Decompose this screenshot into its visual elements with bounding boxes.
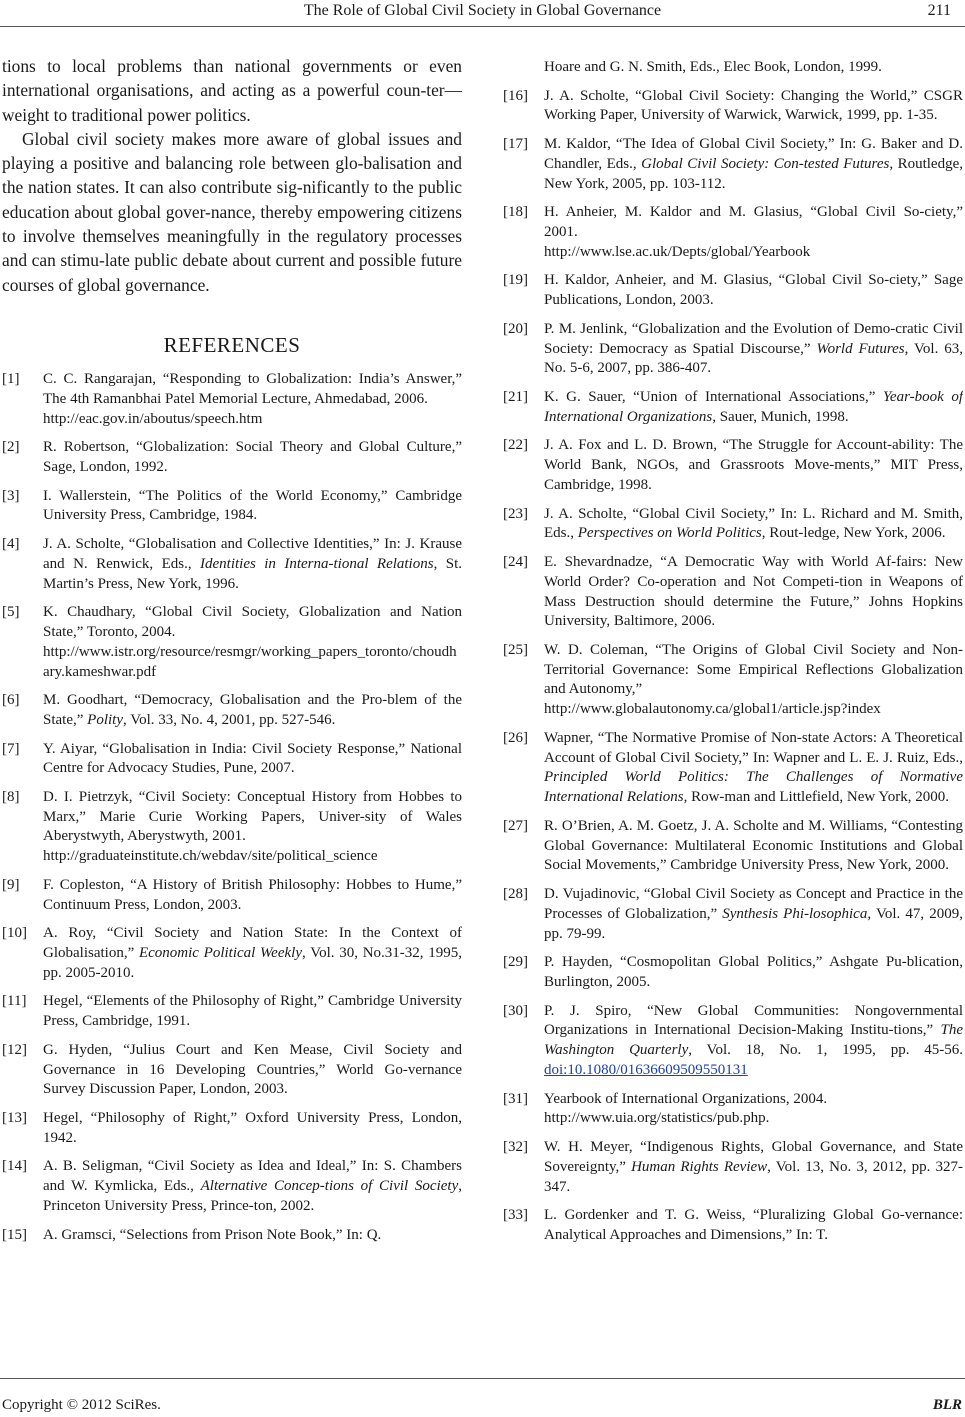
reference-number: [5] — [2, 604, 20, 621]
reference-item — [503, 885, 963, 944]
reference-text-segment: I. Wallerstein, “The Politics of the World Economy,” Cambridge University Press, Cambridge, 1984. — [43, 487, 462, 524]
reference-text-segment: J. A. Scholte, “Global Civil Society: Changing the World,” CSGR Working Paper, University of Warwick, Warwick, 1999, pp. 1-35. — [544, 87, 963, 124]
reference-text-segment: P. M. Jenlink, “Globalization and the Evolution of Demo-cratic Civil Society: Democracy as Spatial Discourse,” — [544, 320, 963, 357]
reference-text — [544, 271, 963, 311]
reference-number: [12] — [2, 1041, 27, 1058]
reference-text-segment: D. I. Pietrzyk, “Civil Society: Conceptual History from Hobbes to Marx,” Marie Curie Working Papers, Univer-sity of Wales Aberystwyth, Aberystwyth, 2001. — [43, 788, 462, 845]
reference-text-segment: , Vol. 63, No. 5-6, 2007, pp. 386-407. — [544, 340, 963, 377]
reference-item — [503, 203, 963, 262]
reference-doi-link[interactable]: doi:10.1080/01636609509550131 — [544, 1062, 748, 1079]
reference-item — [2, 924, 462, 983]
reference-text — [544, 553, 963, 632]
reference-item — [503, 729, 963, 808]
reference-item — [2, 535, 462, 594]
reference-item — [503, 641, 963, 720]
reference-url: http://www.lse.ac.uk/Depts/global/Yearbook — [544, 243, 811, 260]
reference-text-segment: , Rout-ledge, New York, 2006. — [761, 525, 946, 542]
reference-text-segment: H. Anheier, M. Kaldor and M. Glasius, “Global Civil So-ciety,” 2001. — [544, 204, 963, 240]
reference-text-segment: M. Kaldor, “The Idea of Global Civil Society,” In: G. Baker and D. Chandler, Eds., — [544, 135, 963, 172]
reference-text-segment: A. Gramsci, “Selections from Prison Note Book,” In: Q. — [43, 1226, 382, 1243]
page-footer — [0, 1378, 965, 1417]
reference-number: [7] — [2, 740, 20, 757]
reference-text-segment: , Vol. 47, 2009, pp. 79-99. — [544, 905, 963, 942]
reference-item — [2, 603, 462, 682]
reference-text-segment: A. B. Seligman, “Civil Society as Idea and Ideal,” In: S. Chambers and W. Kymlicka, Eds., — [43, 1158, 462, 1195]
reference-item — [503, 436, 963, 495]
reference-text-segment: J. A. Scholte, “Globalisation and Collective Identities,” In: J. Krause and N. Renwick, Eds., — [43, 535, 462, 572]
reference-text-segment: , Row-man and Littlefield, New York, 2000. — [683, 789, 949, 806]
reference-item — [503, 87, 963, 127]
running-header — [0, 0, 965, 27]
reference-number: [13] — [2, 1110, 27, 1127]
reference-text-segment: D. Vujadinovic, “Global Civil Society as Concept and Practice in the Processes of Globalization,” — [544, 886, 963, 922]
reference-text — [43, 691, 462, 731]
reference-item — [2, 1226, 462, 1246]
reference-text — [544, 953, 963, 993]
reference-text — [43, 924, 462, 983]
reference-italic-title: Polity — [87, 711, 123, 728]
reference-text — [544, 729, 963, 808]
reference-item — [2, 1041, 462, 1100]
reference-text-segment: R. O’Brien, A. M. Goetz, J. A. Scholte and M. Williams, “Contesting Global Governance: Multilateral Economic Institutions and Global Social Movements,” Cambridge University Press, New York, 2000. — [544, 817, 963, 874]
reference-text-segment: , Sauer, Munich, 1998. — [712, 408, 849, 425]
reference-item — [503, 953, 963, 993]
reference-text — [544, 641, 963, 720]
reference-number: [3] — [2, 487, 20, 504]
reference-text-segment: K. Chaudhary, “Global Civil Society, Globalization and Nation State,” Toronto, 2004. — [43, 604, 462, 640]
reference-item — [2, 1109, 462, 1149]
reference-item — [2, 992, 462, 1032]
right-column — [503, 58, 963, 1255]
reference-text-segment: P. Hayden, “Cosmopolitan Global Politics,” Ashgate Pu-blication, Burlington, 2005. — [544, 954, 963, 991]
journal-abbrev: BLR — [932, 1397, 962, 1413]
left-column — [2, 54, 462, 1254]
reference-text-segment: J. A. Scholte, “Global Civil Society,” In: L. Richard and M. Smith, Eds., — [544, 505, 963, 542]
reference-number: [2] — [2, 439, 20, 456]
reference-number: [22] — [503, 437, 528, 454]
reference-text-segment: , Princeton University Press, Prince-ton, 2002. — [43, 1178, 462, 1215]
reference-text-segment: G. Hyden, “Julius Court and Ken Mease, Civil Society and Governance in 16 Developing Countries,” World Go-vernance Survey Discussion Paper, London, 2003. — [43, 1041, 462, 1098]
reference-number: [4] — [2, 535, 20, 552]
reference-number: [14] — [2, 1158, 27, 1175]
reference-text-segment: Yearbook of International Organizations, 2004. — [544, 1090, 828, 1107]
reference-number: [33] — [503, 1207, 528, 1224]
reference-text — [544, 388, 963, 428]
reference-text — [544, 1090, 963, 1130]
reference-item — [503, 505, 963, 545]
reference-item — [503, 817, 963, 876]
reference-number: [29] — [503, 954, 528, 971]
running-title: The Role of Global Civil Society in Global Governance — [303, 2, 662, 19]
body-paragraph: Global civil society makes more aware of global issues and playing a positive and balancing role between glo-balisation and the nation states. It can also contribute sig-nificantly to the public education about global gover-nance, thereby empowering citizens to involve themselves meaningfully in the regulatory processes and can stimu-late public debate about current and possible future courses of global governance. — [2, 128, 462, 295]
reference-text — [544, 135, 963, 194]
reference-text-segment: Hegel, “Philosophy of Right,” Oxford University Press, London, 1942. — [43, 1110, 462, 1146]
reference-text-segment: , St. Martin’s Press, New York, 1996. — [43, 555, 462, 592]
reference-number: [24] — [503, 553, 528, 570]
reference-text-segment: F. Copleston, “A History of British Philosophy: Hobbes to Hume,” Continuum Press, London, 2003. — [43, 876, 462, 913]
reference-text — [43, 487, 462, 527]
reference-text — [544, 87, 963, 127]
reference-number: [10] — [2, 925, 27, 942]
reference-number: [31] — [503, 1090, 528, 1107]
reference-text-segment: K. G. Sauer, “Union of International Associations,” — [544, 388, 883, 405]
reference-number: [17] — [503, 135, 528, 152]
reference-item — [2, 740, 462, 780]
reference-italic-title: Principled World Politics: The Challenges of Normative International Relations — [544, 769, 963, 806]
reference-number: [16] — [503, 87, 528, 104]
reference-item — [503, 1206, 963, 1246]
reference-text — [43, 603, 462, 682]
references-heading: REFERENCES — [163, 332, 301, 357]
reference-text-segment: W. H. Meyer, “Indigenous Rights, Global Governance, and State Sovereignty,” — [544, 1139, 963, 1175]
reference-item — [503, 1138, 963, 1197]
reference-number: [6] — [2, 692, 20, 709]
reference-item — [2, 487, 462, 527]
reference-text-segment: P. J. Spiro, “New Global Communities: Nongovernmental Organizations in International Decision-Making Institu-tions,” — [544, 1002, 963, 1039]
reference-text-segment: , Vol. 30, No.31-32, 1995, pp. 2005-2010. — [43, 945, 462, 981]
reference-text — [544, 885, 963, 944]
reference-text — [43, 992, 462, 1032]
reference-text-segment: L. Gordenker and T. G. Weiss, “Pluralizing Global Go-vernance: Analytical Approaches and Dimensions,” In: T. — [544, 1207, 963, 1243]
reference-text — [43, 740, 462, 780]
copyright-notice: Copyright © 2012 SciRes. — [2, 1397, 161, 1413]
reference-italic-title: Year-book of International Organizations — [544, 388, 963, 425]
reference-text — [544, 1138, 963, 1197]
reference-item — [503, 553, 963, 632]
reference-text — [544, 817, 963, 876]
reference-number: [19] — [503, 272, 528, 289]
reference-italic-title: Perspectives on World Politics — [577, 525, 762, 542]
reference-number: [11] — [2, 993, 27, 1010]
reference-item — [2, 788, 462, 867]
reference-text-segment: Hegel, “Elements of the Philosophy of Right,” Cambridge University Press, Cambridge, 1991. — [43, 993, 462, 1030]
reference-text: Hoare and G. N. Smith, Eds., Elec Book, London, 1999. — [544, 59, 882, 75]
reference-item — [503, 135, 963, 194]
reference-list-right — [503, 87, 963, 1246]
reference-text-segment: , Vol. 13, No. 3, 2012, pp. 327-347. — [544, 1158, 963, 1195]
reference-text-segment: E. Shevardnadze, “A Democratic Way with World Af-fairs: New World Order? Co-operation and Not Competi-tion in Weapons of Mass Destruction should determine the Future,” Johns Hopkins University, Baltimore, 2006. — [544, 553, 963, 630]
reference-number: [8] — [2, 788, 20, 805]
reference-number: [28] — [503, 886, 528, 903]
reference-text-segment: W. D. Coleman, “The Origins of Global Civil Society and Non-Territorial Governance: Some Empirical Reflections Globalization and Autonomy,” — [544, 641, 963, 698]
reference-text — [544, 505, 963, 545]
reference-italic-title: The Washington Quarterly — [544, 1022, 963, 1059]
reference-text — [544, 203, 963, 262]
reference-italic-title: Economic Political Weekly — [138, 945, 302, 962]
reference-item — [503, 271, 963, 311]
reference-number: [32] — [503, 1139, 528, 1155]
reference-item — [503, 1090, 963, 1130]
reference-url: http://eac.gov.in/aboutus/speech.htm — [43, 410, 263, 427]
reference-continuation — [503, 58, 963, 78]
reference-text — [544, 320, 963, 379]
reference-number: [21] — [503, 388, 528, 405]
reference-text-segment: R. Robertson, “Globalization: Social Theory and Global Culture,” Sage, London, 1992. — [43, 439, 462, 475]
reference-italic-title: Synthesis Phi-losophica — [722, 905, 868, 922]
reference-text — [43, 1041, 462, 1100]
reference-item — [2, 370, 462, 429]
reference-text-segment: J. A. Fox and L. D. Brown, “The Struggle for Account-ability: The World Bank, NGOs, and Grassroots Move-ments,” MIT Press, Cambridge, 1998. — [544, 437, 963, 493]
reference-italic-title: World Futures — [816, 340, 905, 357]
reference-item — [2, 438, 462, 478]
reference-text — [43, 876, 462, 916]
reference-url: http://graduateinstitute.ch/webdav/site/political_science — [43, 848, 378, 865]
reference-text — [43, 1157, 462, 1216]
reference-list-left — [2, 370, 462, 1245]
reference-text — [544, 1002, 963, 1081]
reference-text — [43, 535, 462, 594]
reference-text — [43, 1226, 462, 1246]
reference-text-segment: M. Goodhart, “Democracy, Globalisation and the Pro-blem of the State,” — [43, 692, 462, 728]
reference-item — [503, 388, 963, 428]
reference-text — [544, 436, 963, 495]
reference-number: [15] — [2, 1226, 27, 1243]
page-number: 211 — [927, 2, 951, 19]
reference-text — [43, 788, 462, 867]
reference-text-segment: Wapner, “The Normative Promise of Non-state Actors: A Theoretical Account of Global Civil Society,” In: Wapner and L. E. J. Ruiz, Eds., — [544, 729, 963, 766]
reference-item — [2, 876, 462, 916]
reference-italic-title: Identities in Interna-tional Relations — [200, 555, 434, 572]
reference-italic-title: Global Civil Society: Con-tested Futures — [641, 155, 890, 172]
reference-text-segment: , Vol. 33, No. 4, 2001, pp. 527-546. — [122, 711, 336, 728]
body-paragraph: tions to local problems than national governments or even international organisations, and acting as a powerful coun-ter—weight to traditional power politics. — [2, 56, 462, 125]
reference-item — [503, 320, 963, 379]
reference-text — [43, 438, 462, 478]
reference-item — [2, 1157, 462, 1216]
reference-number: [20] — [503, 320, 528, 337]
reference-number: [1] — [2, 370, 20, 387]
reference-number: [18] — [503, 204, 528, 221]
reference-number: [26] — [503, 729, 528, 746]
reference-text-segment: A. Roy, “Civil Society and Nation State: In the Context of Globalisation,” — [43, 925, 462, 962]
reference-url: http://www.globalautonomy.ca/global1/article.jsp?index — [544, 701, 881, 718]
reference-text-segment: Y. Aiyar, “Globalisation in India: Civil Society Response,” National Centre for Advocacy Studies, Pune, 2007. — [43, 740, 462, 777]
reference-url: http://www.istr.org/resource/resmgr/working_papers_toronto/choudhary.kameshwar.pdf — [43, 643, 457, 680]
reference-number: [27] — [503, 817, 528, 834]
reference-item — [503, 1002, 963, 1081]
reference-text-segment: , Vol. 18, No. 1, 1995, pp. 45-56. — [688, 1042, 963, 1059]
reference-italic-title: Human Rights Review — [631, 1158, 768, 1175]
reference-number: [23] — [503, 505, 528, 522]
reference-number: [25] — [503, 641, 528, 658]
reference-text — [43, 1109, 462, 1149]
reference-text-segment: H. Kaldor, Anheier, and M. Glasius, “Global Civil So-ciety,” Sage Publications, London, 2003. — [544, 272, 963, 309]
reference-item — [2, 691, 462, 731]
reference-text-segment: C. C. Rangarajan, “Responding to Globalization: India’s Answer,” The 4th Ramanbhai Patel Memorial Lecture, Ahmedabad, 2006. — [43, 370, 462, 407]
reference-number: [30] — [503, 1002, 528, 1019]
reference-text — [43, 370, 462, 429]
reference-italic-title: Alternative Concep-tions of Civil Society — [200, 1178, 459, 1195]
reference-url: http://www.uia.org/statistics/pub.php. — [544, 1110, 770, 1127]
reference-number: [9] — [2, 876, 20, 893]
reference-text — [544, 1206, 963, 1246]
reference-text-segment: , Routledge, New York, 2005, pp. 103-112. — [544, 155, 963, 192]
